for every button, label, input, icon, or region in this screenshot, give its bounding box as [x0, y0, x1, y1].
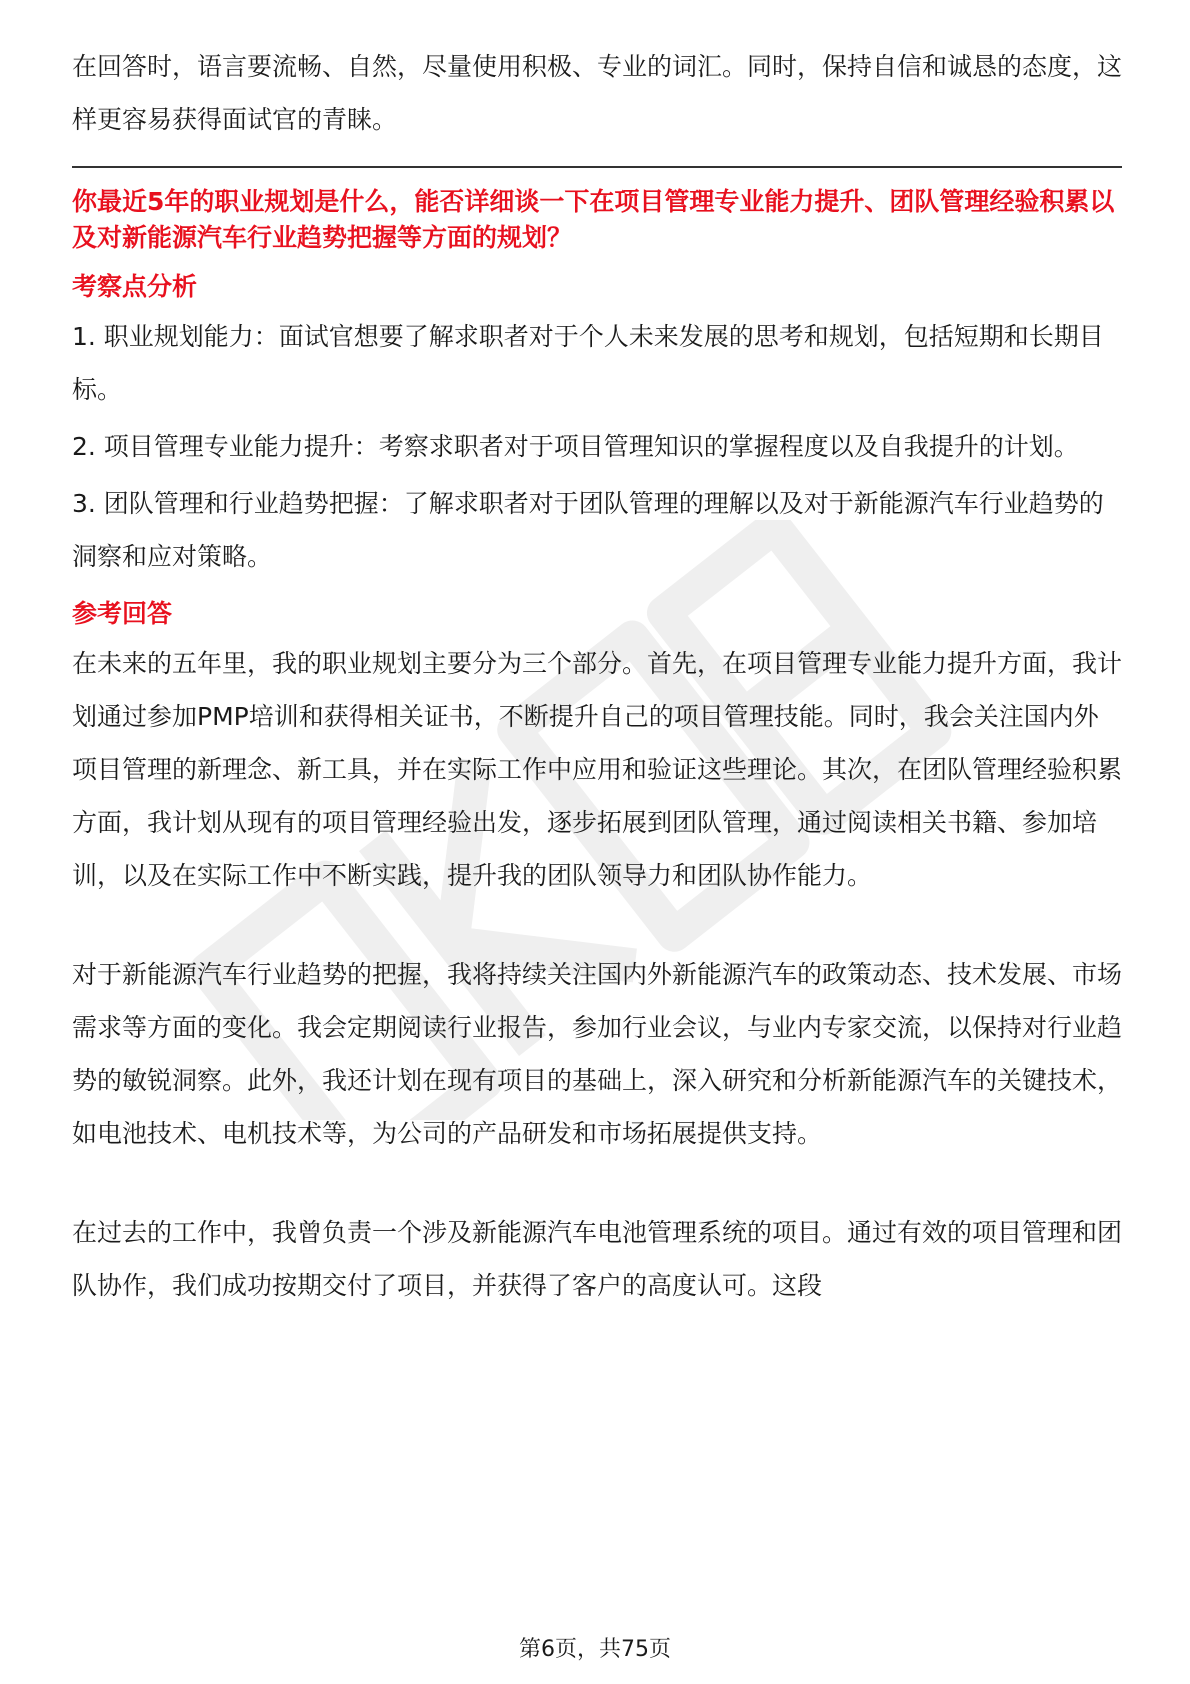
answer-paragraph-1: 在未来的五年里，我的职业规划主要分为三个部分。首先，在项目管理专业能力提升方面，我计划通过参加PMP培训和获得相关证书，不断提升自己的项目管理技能。同时，我会关注国内外项目管理的新理念、新工具，并在实际工作中应用和验证这些理论。其次，在团队管理经验积累方面，我计划从现有的项目管理经验出发，逐步拓展到团队管理，通过阅读相关书籍、参加培训，以及在实际工作中不断实践，提升我的团队领导力和团队协作能力。: [72, 649, 1123, 890]
paragraph-spacer: [72, 902, 1122, 948]
page-number-footer: 第6页，共75页: [519, 1637, 671, 1662]
analysis-item-3: 3. 团队管理和行业趋势把握：了解求职者对于团队管理的理解以及对于新能源汽车行业趋势的洞察和应对策略。: [72, 489, 1104, 571]
answer-title: 参考回答: [72, 599, 173, 628]
section-divider: [72, 166, 1122, 168]
paragraph-spacer: [72, 1160, 1122, 1206]
analysis-title: 考察点分析: [72, 272, 198, 301]
question-heading: 你最近5年的职业规划是什么，能否详细谈一下在项目管理专业能力提升、团队管理经验积累以及对新能源汽车行业趋势把握等方面的规划？: [72, 187, 1115, 252]
document-page: [72, 40, 1122, 1312]
answer-paragraph-2: 对于新能源汽车行业趋势的把握，我将持续关注国内外新能源汽车的政策动态、技术发展、市场需求等方面的变化。我会定期阅读行业报告，参加行业会议，与业内专家交流，以保持对行业趋势的敏锐洞察。此外，我还计划在现有项目的基础上，深入研究和分析新能源汽车的关键技术，如电池技术、电机技术等，为公司的产品研发和市场拓展提供支持。: [72, 960, 1123, 1148]
intro-paragraph: 在回答时，语言要流畅、自然，尽量使用积极、专业的词汇。同时，保持自信和诚恳的态度，这样更容易获得面试官的青睐。: [72, 52, 1123, 134]
answer-paragraph-3: 在过去的工作中，我曾负责一个涉及新能源汽车电池管理系统的项目。通过有效的项目管理和团队协作，我们成功按期交付了项目，并获得了客户的高度认可。这段: [72, 1218, 1123, 1300]
analysis-item-1: 1. 职业规划能力：面试官想要了解求职者对于个人未来发展的思考和规划，包括短期和长期目标。: [72, 322, 1104, 404]
analysis-item-2: 2. 项目管理专业能力提升：考察求职者对于项目管理知识的掌握程度以及自我提升的计划。: [72, 432, 1079, 461]
